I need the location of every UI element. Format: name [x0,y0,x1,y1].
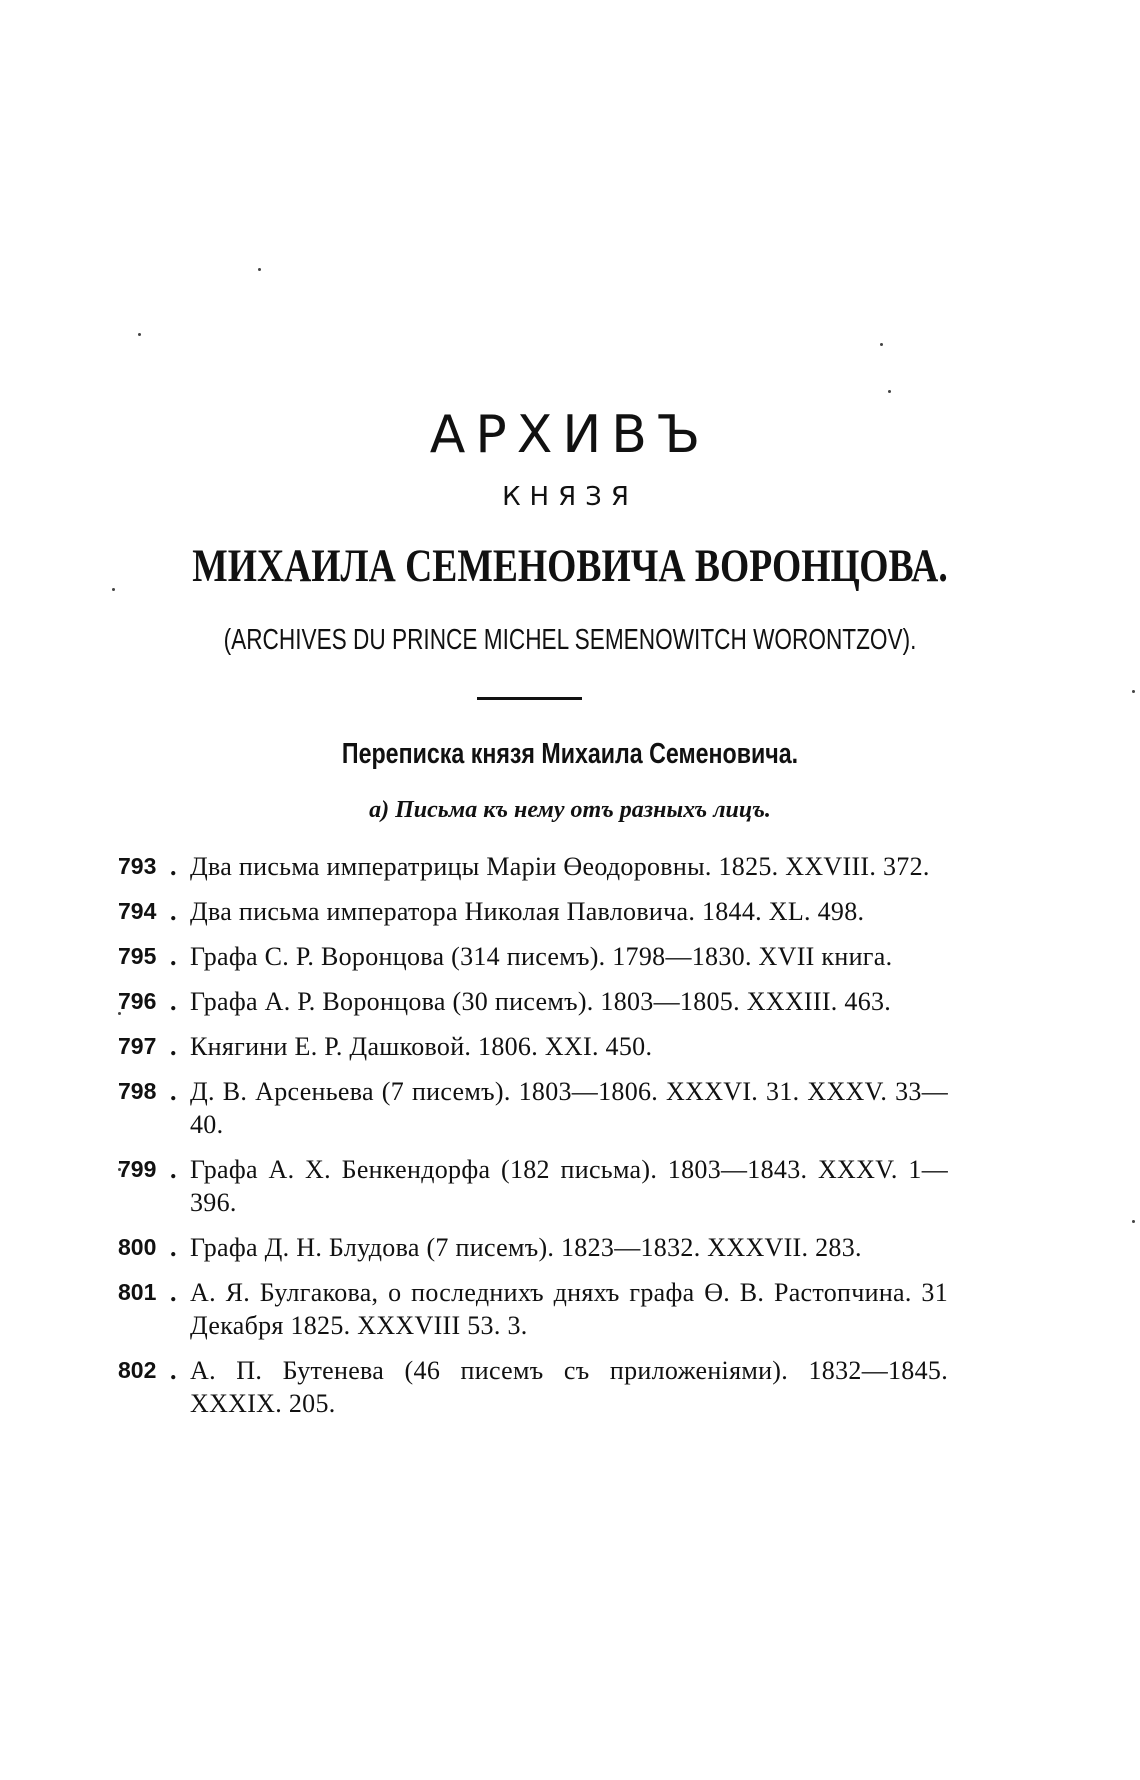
prince-subtitle: КНЯЗЯ [502,482,638,512]
entry-number: 794 [118,898,157,924]
list-item [118,895,948,928]
prince-name: МИХАИЛА СЕМЕНОВИЧА ВОРОНЦОВА. [192,540,948,592]
print-speck [880,343,883,346]
print-speck [138,333,141,336]
list-item [118,1030,948,1063]
entry-number: 802 [118,1357,157,1383]
entry-separator: . [170,897,177,926]
divider-rule [477,697,582,700]
entry-text: Графа А. Р. Воронцова (30 писемъ). 1803—1805. XXXIII. 463. [190,987,892,1016]
entry-separator: . [170,987,177,1016]
entry-text: А. П. Бутенева (46 писемъ съ приложеніями). 1832—1845. XXXIX. 205. [190,1356,948,1418]
entry-text: Два письма императора Николая Павловича. 1844. XL. 498. [190,897,865,926]
entry-separator: . [170,1077,177,1106]
entry-text: Графа Д. Н. Блудова (7 писемъ). 1823—1832. XXXVII. 283. [190,1233,862,1262]
entry-number: 799 [118,1156,157,1182]
subsection-title: а) Письма къ нему отъ разныхъ лицъ. [369,797,771,823]
list-item [118,1231,948,1264]
list-item [118,940,948,973]
section-title: Переписка князя Михаила Семеновича. [341,738,799,770]
print-speck [1132,1220,1135,1223]
entry-text: Два письма императрицы Маріи Өеодоровны. 1825. XXVIII. 372. [190,852,930,881]
entry-separator: . [170,942,177,971]
prince-name-french: (ARCHIVES DU PRINCE MICHEL SEMENOWITCH WORONTZOV). [223,624,917,656]
entry-text: Графа А. Х. Бенкендорфа (182 письма). 1803—1843. XXXV. 1—396. [190,1155,948,1217]
entry-number: 798 [118,1078,157,1104]
entry-separator: . [170,852,177,881]
entry-text: А. Я. Булгакова, о последнихъ дняхъ графа Ө. В. Растопчина. 31 Декабря 1825. XXXVIII 53. 3. [190,1278,948,1340]
entry-text: Д. В. Арсеньева (7 писемъ). 1803—1806. XXXVI. 31. XXXV. 33—40. [190,1077,948,1139]
entry-text: Княгини Е. Р. Дашковой. 1806. XXI. 450. [190,1032,653,1061]
print-speck [888,390,891,393]
list-item [118,985,948,1018]
print-speck [1132,690,1135,693]
list-item [118,850,948,883]
entry-number: 796 [118,988,157,1014]
entry-number: 801 [118,1279,157,1305]
print-speck [258,268,261,271]
entry-separator: . [170,1032,177,1061]
entries-list [118,850,948,1432]
entry-separator: . [170,1233,177,1262]
archive-title: АРХИВЪ [429,405,711,465]
entry-number: 797 [118,1033,157,1059]
list-item [118,1153,948,1219]
entry-text: Графа С. Р. Воронцова (314 писемъ). 1798—1830. XVII книга. [190,942,893,971]
entry-number: 800 [118,1234,157,1260]
entry-number: 793 [118,853,157,879]
entry-separator: . [170,1356,177,1385]
entry-separator: . [170,1278,177,1307]
list-item [118,1354,948,1420]
list-item [118,1075,948,1141]
list-item [118,1276,948,1342]
entry-separator: . [170,1155,177,1184]
entry-number: 795 [118,943,157,969]
